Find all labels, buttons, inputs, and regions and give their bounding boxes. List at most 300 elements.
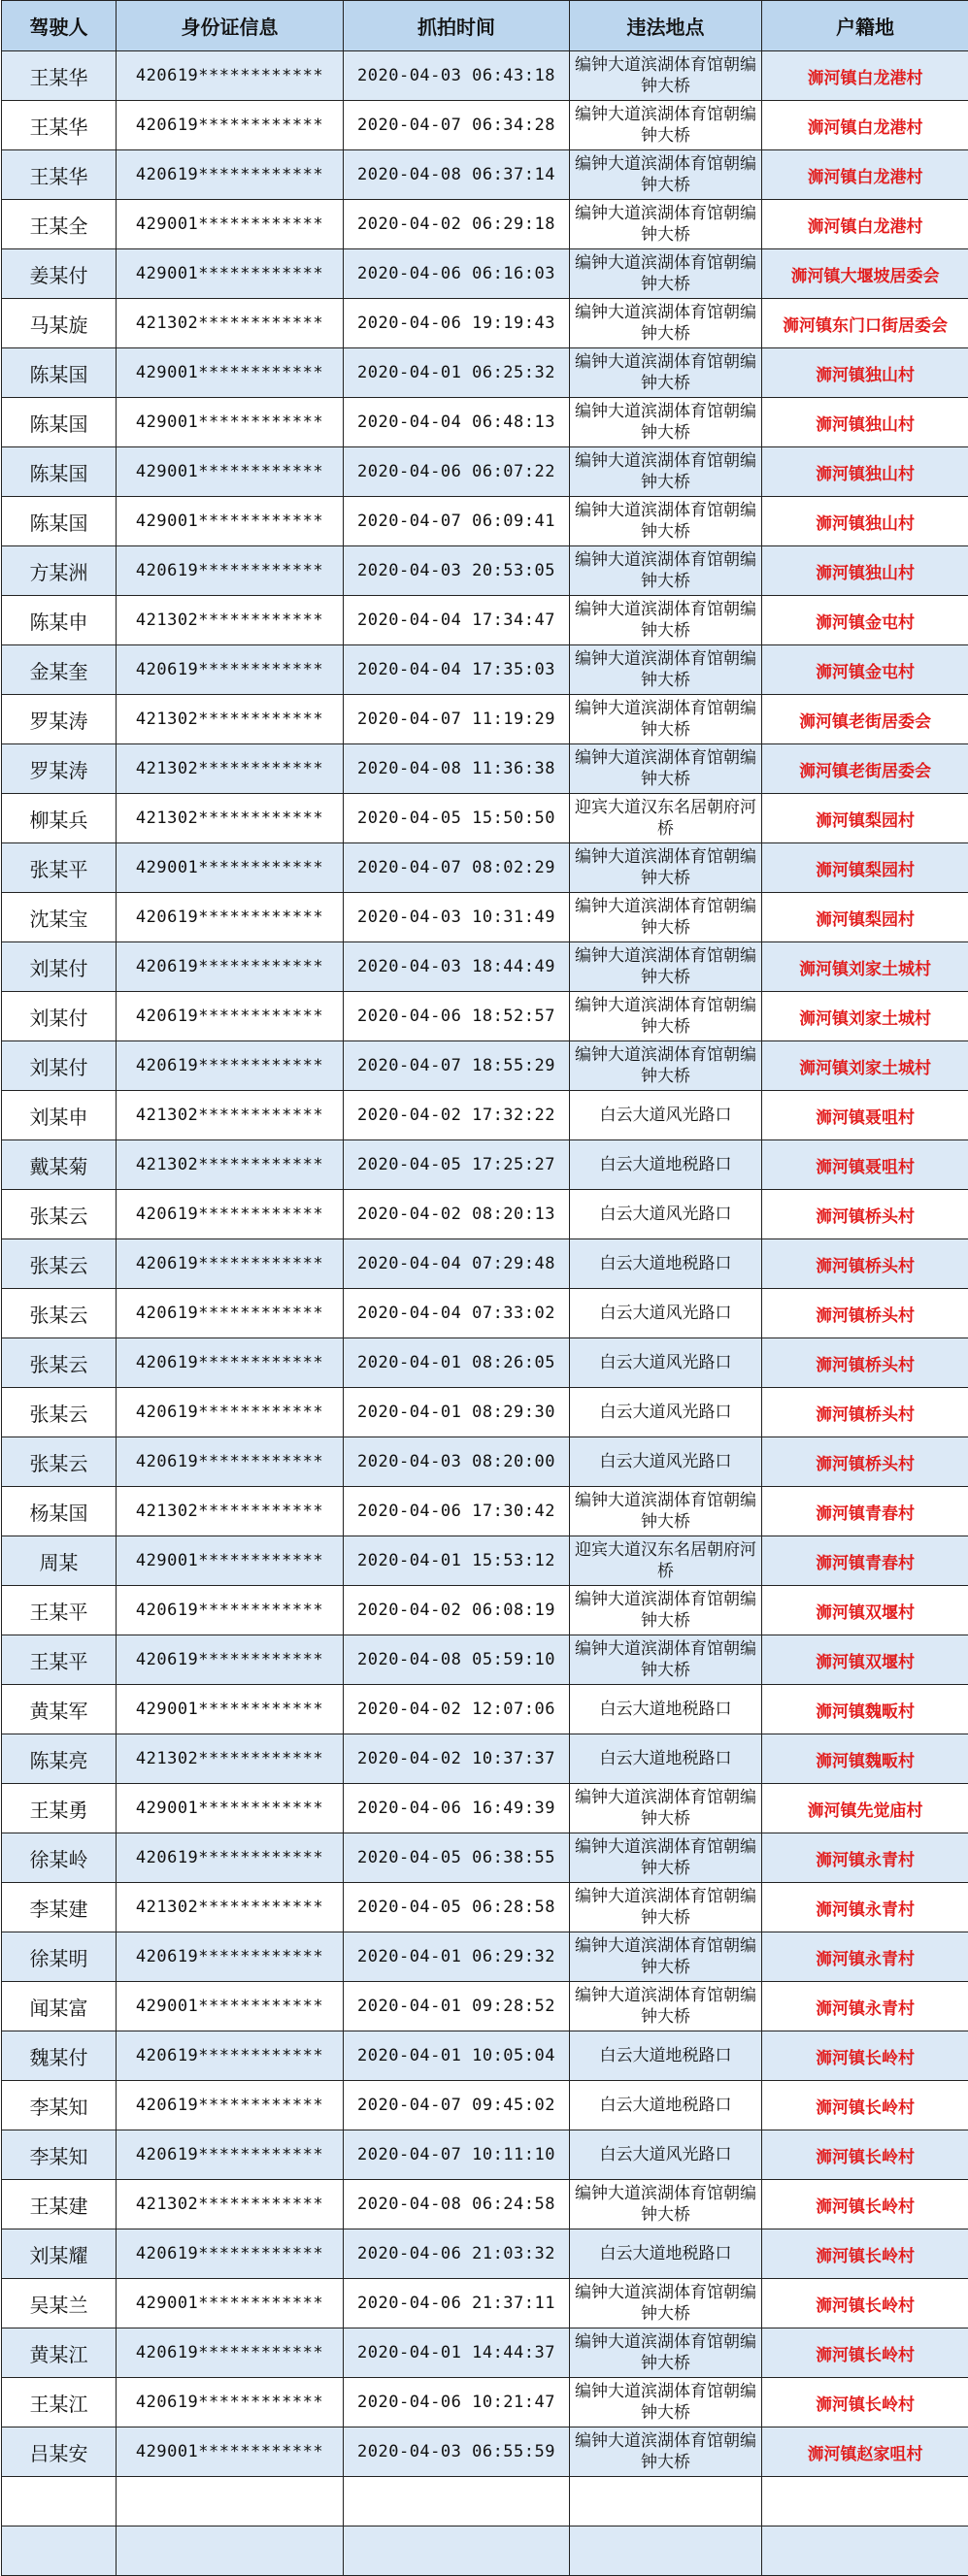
id-cell: 420619************ xyxy=(117,1239,344,1289)
place-cell: 编钟大道滨湖体育馆朝编钟大桥 xyxy=(570,942,762,992)
id-cell: 421302************ xyxy=(117,596,344,645)
id-cell: 421302************ xyxy=(117,794,344,843)
home-cell: 浉河镇白龙港村 xyxy=(762,51,968,101)
id-cell: 421302************ xyxy=(117,744,344,794)
table-row xyxy=(2,2130,968,2180)
driver-cell: 闻某富 xyxy=(2,1982,117,2031)
id-cell: 420619************ xyxy=(117,645,344,695)
id-cell: 420619************ xyxy=(117,2378,344,2427)
table-row xyxy=(2,299,968,348)
time-cell: 2020-04-02 17:32:22 xyxy=(344,1091,570,1140)
driver-cell: 罗某涛 xyxy=(2,744,117,794)
table-row xyxy=(2,893,968,942)
driver-cell: 张某云 xyxy=(2,1289,117,1338)
table-row xyxy=(2,1883,968,1932)
table-row xyxy=(2,1685,968,1734)
time-cell: 2020-04-04 06:48:13 xyxy=(344,398,570,447)
table-row xyxy=(2,2180,968,2229)
violation-table xyxy=(1,0,968,2576)
table-row xyxy=(2,942,968,992)
home-cell: 浉河镇刘家土城村 xyxy=(762,992,968,1041)
home-cell: 浉河镇刘家土城村 xyxy=(762,1041,968,1091)
home-cell: 浉河镇刘家土城村 xyxy=(762,942,968,992)
table-row xyxy=(2,1041,968,1091)
id-cell: 420619************ xyxy=(117,893,344,942)
table-row xyxy=(2,1586,968,1635)
home-cell: 浉河镇长岭村 xyxy=(762,2031,968,2081)
place-cell: 编钟大道滨湖体育馆朝编钟大桥 xyxy=(570,51,762,101)
time-cell: 2020-04-06 21:03:32 xyxy=(344,2229,570,2279)
id-cell: 429001************ xyxy=(117,447,344,497)
id-cell: 421302************ xyxy=(117,1487,344,1536)
driver-cell: 张某云 xyxy=(2,1190,117,1239)
driver-cell: 刘某付 xyxy=(2,942,117,992)
place-cell: 迎宾大道汉东名居朝府河桥 xyxy=(570,1536,762,1586)
table-body xyxy=(2,51,968,2576)
id-cell: 421302************ xyxy=(117,695,344,744)
place-cell: 白云大道地税路口 xyxy=(570,1239,762,1289)
id-cell: 429001************ xyxy=(117,348,344,398)
id-cell: 420619************ xyxy=(117,101,344,150)
time-cell: 2020-04-02 06:29:18 xyxy=(344,200,570,249)
driver-cell: 柳某兵 xyxy=(2,794,117,843)
home-cell: 浉河镇桥头村 xyxy=(762,1239,968,1289)
place-cell: 编钟大道滨湖体育馆朝编钟大桥 xyxy=(570,348,762,398)
time-cell: 2020-04-01 06:25:32 xyxy=(344,348,570,398)
table-row xyxy=(2,51,968,101)
time-cell: 2020-04-06 18:52:57 xyxy=(344,992,570,1041)
time-cell: 2020-04-07 18:55:29 xyxy=(344,1041,570,1091)
empty-cell xyxy=(117,2477,344,2526)
driver-cell: 王某华 xyxy=(2,150,117,200)
empty-cell xyxy=(344,2526,570,2576)
id-cell: 420619************ xyxy=(117,2328,344,2378)
time-cell: 2020-04-01 08:29:30 xyxy=(344,1388,570,1437)
time-cell: 2020-04-05 17:25:27 xyxy=(344,1140,570,1190)
place-cell: 白云大道地税路口 xyxy=(570,1734,762,1784)
table-row xyxy=(2,992,968,1041)
time-cell: 2020-04-06 16:49:39 xyxy=(344,1784,570,1833)
time-cell: 2020-04-06 06:07:22 xyxy=(344,447,570,497)
id-cell: 420619************ xyxy=(117,1586,344,1635)
time-cell: 2020-04-05 06:28:58 xyxy=(344,1883,570,1932)
driver-cell: 马某旋 xyxy=(2,299,117,348)
time-cell: 2020-04-08 05:59:10 xyxy=(344,1635,570,1685)
place-cell: 白云大道地税路口 xyxy=(570,1140,762,1190)
table-row xyxy=(2,249,968,299)
place-cell: 编钟大道滨湖体育馆朝编钟大桥 xyxy=(570,596,762,645)
home-cell: 浉河镇永青村 xyxy=(762,1883,968,1932)
table-row xyxy=(2,150,968,200)
home-cell: 浉河镇长岭村 xyxy=(762,2328,968,2378)
table-row xyxy=(2,2378,968,2427)
id-cell: 420619************ xyxy=(117,1289,344,1338)
time-cell: 2020-04-03 08:20:00 xyxy=(344,1437,570,1487)
empty-cell xyxy=(762,2526,968,2576)
driver-cell: 罗某涛 xyxy=(2,695,117,744)
id-cell: 420619************ xyxy=(117,2081,344,2130)
place-cell: 白云大道地税路口 xyxy=(570,2081,762,2130)
table-row xyxy=(2,1734,968,1784)
header-home: 户籍地 xyxy=(762,1,968,51)
home-cell: 浉河镇永青村 xyxy=(762,1932,968,1982)
header-driver: 驾驶人 xyxy=(2,1,117,51)
id-cell: 420619************ xyxy=(117,1041,344,1091)
table-row xyxy=(2,398,968,447)
place-cell: 编钟大道滨湖体育馆朝编钟大桥 xyxy=(570,101,762,150)
id-cell: 420619************ xyxy=(117,992,344,1041)
time-cell: 2020-04-02 08:20:13 xyxy=(344,1190,570,1239)
home-cell: 浉河镇金屯村 xyxy=(762,645,968,695)
time-cell: 2020-04-07 10:11:10 xyxy=(344,2130,570,2180)
driver-cell: 陈某国 xyxy=(2,348,117,398)
home-cell: 浉河镇长岭村 xyxy=(762,2130,968,2180)
place-cell: 编钟大道滨湖体育馆朝编钟大桥 xyxy=(570,1635,762,1685)
time-cell: 2020-04-08 11:36:38 xyxy=(344,744,570,794)
time-cell: 2020-04-01 15:53:12 xyxy=(344,1536,570,1586)
home-cell: 浉河镇老街居委会 xyxy=(762,744,968,794)
table-row xyxy=(2,1635,968,1685)
table-row xyxy=(2,1932,968,1982)
place-cell: 编钟大道滨湖体育馆朝编钟大桥 xyxy=(570,497,762,546)
header-time: 抓拍时间 xyxy=(344,1,570,51)
driver-cell: 陈某国 xyxy=(2,447,117,497)
table-row xyxy=(2,794,968,843)
place-cell: 白云大道风光路口 xyxy=(570,1338,762,1388)
id-cell: 429001************ xyxy=(117,1982,344,2031)
place-cell: 编钟大道滨湖体育馆朝编钟大桥 xyxy=(570,2279,762,2328)
place-cell: 白云大道风光路口 xyxy=(570,1437,762,1487)
home-cell: 浉河镇长岭村 xyxy=(762,2180,968,2229)
home-cell: 浉河镇白龙港村 xyxy=(762,200,968,249)
table-row xyxy=(2,1091,968,1140)
id-cell: 429001************ xyxy=(117,843,344,893)
home-cell: 浉河镇青春村 xyxy=(762,1536,968,1586)
time-cell: 2020-04-03 20:53:05 xyxy=(344,546,570,596)
place-cell: 编钟大道滨湖体育馆朝编钟大桥 xyxy=(570,1932,762,1982)
home-cell: 浉河镇独山村 xyxy=(762,447,968,497)
empty-cell xyxy=(570,2526,762,2576)
driver-cell: 李某建 xyxy=(2,1883,117,1932)
place-cell: 白云大道风光路口 xyxy=(570,1388,762,1437)
driver-cell: 徐某岭 xyxy=(2,1833,117,1883)
home-cell: 浉河镇梨园村 xyxy=(762,893,968,942)
id-cell: 420619************ xyxy=(117,1437,344,1487)
empty-cell xyxy=(344,2477,570,2526)
place-cell: 编钟大道滨湖体育馆朝编钟大桥 xyxy=(570,2378,762,2427)
place-cell: 编钟大道滨湖体育馆朝编钟大桥 xyxy=(570,1586,762,1635)
table-row xyxy=(2,1487,968,1536)
driver-cell: 杨某国 xyxy=(2,1487,117,1536)
header-place: 违法地点 xyxy=(570,1,762,51)
id-cell: 420619************ xyxy=(117,1338,344,1388)
table-row xyxy=(2,1388,968,1437)
time-cell: 2020-04-06 17:30:42 xyxy=(344,1487,570,1536)
time-cell: 2020-04-02 10:37:37 xyxy=(344,1734,570,1784)
id-cell: 420619************ xyxy=(117,1190,344,1239)
place-cell: 编钟大道滨湖体育馆朝编钟大桥 xyxy=(570,398,762,447)
home-cell: 浉河镇聂咀村 xyxy=(762,1091,968,1140)
home-cell: 浉河镇金屯村 xyxy=(762,596,968,645)
home-cell: 浉河镇梨园村 xyxy=(762,794,968,843)
table-row xyxy=(2,1536,968,1586)
home-cell: 浉河镇老街居委会 xyxy=(762,695,968,744)
home-cell: 浉河镇双堰村 xyxy=(762,1635,968,1685)
time-cell: 2020-04-07 06:09:41 xyxy=(344,497,570,546)
place-cell: 编钟大道滨湖体育馆朝编钟大桥 xyxy=(570,1982,762,2031)
place-cell: 编钟大道滨湖体育馆朝编钟大桥 xyxy=(570,249,762,299)
time-cell: 2020-04-08 06:24:58 xyxy=(344,2180,570,2229)
time-cell: 2020-04-03 18:44:49 xyxy=(344,942,570,992)
driver-cell: 刘某申 xyxy=(2,1091,117,1140)
home-cell: 浉河镇魏畈村 xyxy=(762,1734,968,1784)
table-row xyxy=(2,1140,968,1190)
driver-cell: 李某知 xyxy=(2,2081,117,2130)
id-cell: 420619************ xyxy=(117,1388,344,1437)
driver-cell: 魏某付 xyxy=(2,2031,117,2081)
home-cell: 浉河镇青春村 xyxy=(762,1487,968,1536)
home-cell: 浉河镇聂咀村 xyxy=(762,1140,968,1190)
place-cell: 编钟大道滨湖体育馆朝编钟大桥 xyxy=(570,1784,762,1833)
home-cell: 浉河镇永青村 xyxy=(762,1833,968,1883)
empty-cell xyxy=(570,2477,762,2526)
driver-cell: 王某全 xyxy=(2,200,117,249)
table-row xyxy=(2,1437,968,1487)
driver-cell: 吴某兰 xyxy=(2,2279,117,2328)
id-cell: 420619************ xyxy=(117,942,344,992)
driver-cell: 张某云 xyxy=(2,1338,117,1388)
id-cell: 421302************ xyxy=(117,1883,344,1932)
driver-cell: 戴某菊 xyxy=(2,1140,117,1190)
id-cell: 420619************ xyxy=(117,51,344,101)
home-cell: 浉河镇长岭村 xyxy=(762,2229,968,2279)
table-header-row xyxy=(2,1,968,51)
place-cell: 白云大道风光路口 xyxy=(570,1289,762,1338)
place-cell: 编钟大道滨湖体育馆朝编钟大桥 xyxy=(570,546,762,596)
id-cell: 421302************ xyxy=(117,1140,344,1190)
driver-cell: 陈某国 xyxy=(2,497,117,546)
home-cell: 浉河镇魏畈村 xyxy=(762,1685,968,1734)
table-row xyxy=(2,2081,968,2130)
empty-cell xyxy=(762,2477,968,2526)
driver-cell: 姜某付 xyxy=(2,249,117,299)
table-row xyxy=(2,843,968,893)
id-cell: 429001************ xyxy=(117,1536,344,1586)
place-cell: 白云大道风光路口 xyxy=(570,2130,762,2180)
time-cell: 2020-04-04 07:29:48 xyxy=(344,1239,570,1289)
home-cell: 浉河镇独山村 xyxy=(762,398,968,447)
time-cell: 2020-04-03 10:31:49 xyxy=(344,893,570,942)
place-cell: 白云大道风光路口 xyxy=(570,1091,762,1140)
home-cell: 浉河镇白龙港村 xyxy=(762,101,968,150)
place-cell: 白云大道地税路口 xyxy=(570,2031,762,2081)
id-cell: 421302************ xyxy=(117,299,344,348)
driver-cell: 张某云 xyxy=(2,1388,117,1437)
place-cell: 白云大道地税路口 xyxy=(570,2229,762,2279)
home-cell: 浉河镇独山村 xyxy=(762,497,968,546)
time-cell: 2020-04-01 09:28:52 xyxy=(344,1982,570,2031)
table-row xyxy=(2,447,968,497)
time-cell: 2020-04-02 12:07:06 xyxy=(344,1685,570,1734)
home-cell: 浉河镇赵家咀村 xyxy=(762,2427,968,2477)
place-cell: 编钟大道滨湖体育馆朝编钟大桥 xyxy=(570,1041,762,1091)
time-cell: 2020-04-08 06:37:14 xyxy=(344,150,570,200)
time-cell: 2020-04-07 06:34:28 xyxy=(344,101,570,150)
id-cell: 429001************ xyxy=(117,2427,344,2477)
driver-cell: 金某奎 xyxy=(2,645,117,695)
driver-cell: 刘某付 xyxy=(2,992,117,1041)
home-cell: 浉河镇长岭村 xyxy=(762,2081,968,2130)
time-cell: 2020-04-06 10:21:47 xyxy=(344,2378,570,2427)
table-row xyxy=(2,744,968,794)
table-row xyxy=(2,497,968,546)
id-cell: 429001************ xyxy=(117,497,344,546)
place-cell: 编钟大道滨湖体育馆朝编钟大桥 xyxy=(570,645,762,695)
time-cell: 2020-04-04 17:34:47 xyxy=(344,596,570,645)
place-cell: 白云大道风光路口 xyxy=(570,1190,762,1239)
driver-cell: 张某云 xyxy=(2,1239,117,1289)
driver-cell: 陈某亮 xyxy=(2,1734,117,1784)
time-cell: 2020-04-06 21:37:11 xyxy=(344,2279,570,2328)
id-cell: 420619************ xyxy=(117,1833,344,1883)
time-cell: 2020-04-05 06:38:55 xyxy=(344,1833,570,1883)
table-row xyxy=(2,2279,968,2328)
driver-cell: 王某江 xyxy=(2,2378,117,2427)
table-row xyxy=(2,2031,968,2081)
table-row xyxy=(2,1784,968,1833)
table-row xyxy=(2,1338,968,1388)
place-cell: 编钟大道滨湖体育馆朝编钟大桥 xyxy=(570,2427,762,2477)
time-cell: 2020-04-01 14:44:37 xyxy=(344,2328,570,2378)
id-cell: 420619************ xyxy=(117,546,344,596)
id-cell: 429001************ xyxy=(117,1685,344,1734)
home-cell: 浉河镇梨园村 xyxy=(762,843,968,893)
place-cell: 编钟大道滨湖体育馆朝编钟大桥 xyxy=(570,744,762,794)
home-cell: 浉河镇长岭村 xyxy=(762,2279,968,2328)
driver-cell: 王某平 xyxy=(2,1635,117,1685)
driver-cell: 黄某江 xyxy=(2,2328,117,2378)
time-cell: 2020-04-01 08:26:05 xyxy=(344,1338,570,1388)
time-cell: 2020-04-07 09:45:02 xyxy=(344,2081,570,2130)
driver-cell: 王某华 xyxy=(2,101,117,150)
driver-cell: 张某平 xyxy=(2,843,117,893)
empty-cell xyxy=(2,2526,117,2576)
driver-cell: 徐某明 xyxy=(2,1932,117,1982)
place-cell: 编钟大道滨湖体育馆朝编钟大桥 xyxy=(570,2180,762,2229)
id-cell: 429001************ xyxy=(117,200,344,249)
id-cell: 420619************ xyxy=(117,2031,344,2081)
table-row xyxy=(2,2427,968,2477)
home-cell: 浉河镇白龙港村 xyxy=(762,150,968,200)
time-cell: 2020-04-03 06:43:18 xyxy=(344,51,570,101)
time-cell: 2020-04-07 11:19:29 xyxy=(344,695,570,744)
driver-cell: 李某知 xyxy=(2,2130,117,2180)
id-cell: 420619************ xyxy=(117,1635,344,1685)
place-cell: 编钟大道滨湖体育馆朝编钟大桥 xyxy=(570,1487,762,1536)
driver-cell: 王某华 xyxy=(2,51,117,101)
empty-cell xyxy=(117,2526,344,2576)
driver-cell: 王某勇 xyxy=(2,1784,117,1833)
home-cell: 浉河镇桥头村 xyxy=(762,1437,968,1487)
driver-cell: 陈某国 xyxy=(2,398,117,447)
home-cell: 浉河镇双堰村 xyxy=(762,1586,968,1635)
time-cell: 2020-04-05 15:50:50 xyxy=(344,794,570,843)
time-cell: 2020-04-07 08:02:29 xyxy=(344,843,570,893)
table-row xyxy=(2,348,968,398)
table-row xyxy=(2,1239,968,1289)
place-cell: 迎宾大道汉东名居朝府河桥 xyxy=(570,794,762,843)
home-cell: 浉河镇永青村 xyxy=(762,1982,968,2031)
place-cell: 白云大道地税路口 xyxy=(570,1685,762,1734)
place-cell: 编钟大道滨湖体育馆朝编钟大桥 xyxy=(570,893,762,942)
id-cell: 429001************ xyxy=(117,398,344,447)
time-cell: 2020-04-06 06:16:03 xyxy=(344,249,570,299)
id-cell: 429001************ xyxy=(117,2279,344,2328)
id-cell: 420619************ xyxy=(117,1932,344,1982)
id-cell: 429001************ xyxy=(117,249,344,299)
home-cell: 浉河镇独山村 xyxy=(762,546,968,596)
table-row xyxy=(2,546,968,596)
time-cell: 2020-04-06 19:19:43 xyxy=(344,299,570,348)
empty-row xyxy=(2,2526,968,2576)
id-cell: 420619************ xyxy=(117,2130,344,2180)
driver-cell: 陈某申 xyxy=(2,596,117,645)
home-cell: 浉河镇长岭村 xyxy=(762,2378,968,2427)
place-cell: 编钟大道滨湖体育馆朝编钟大桥 xyxy=(570,695,762,744)
table-row xyxy=(2,645,968,695)
home-cell: 浉河镇桥头村 xyxy=(762,1338,968,1388)
driver-cell: 吕某安 xyxy=(2,2427,117,2477)
time-cell: 2020-04-01 06:29:32 xyxy=(344,1932,570,1982)
home-cell: 浉河镇大堰坡居委会 xyxy=(762,249,968,299)
empty-row xyxy=(2,2477,968,2526)
place-cell: 编钟大道滨湖体育馆朝编钟大桥 xyxy=(570,843,762,893)
place-cell: 编钟大道滨湖体育馆朝编钟大桥 xyxy=(570,447,762,497)
time-cell: 2020-04-04 07:33:02 xyxy=(344,1289,570,1338)
time-cell: 2020-04-02 06:08:19 xyxy=(344,1586,570,1635)
place-cell: 编钟大道滨湖体育馆朝编钟大桥 xyxy=(570,299,762,348)
place-cell: 编钟大道滨湖体育馆朝编钟大桥 xyxy=(570,992,762,1041)
table-row xyxy=(2,1982,968,2031)
table-row xyxy=(2,695,968,744)
place-cell: 编钟大道滨湖体育馆朝编钟大桥 xyxy=(570,1833,762,1883)
empty-cell xyxy=(2,2477,117,2526)
driver-cell: 周某 xyxy=(2,1536,117,1586)
table-row xyxy=(2,1289,968,1338)
time-cell: 2020-04-03 06:55:59 xyxy=(344,2427,570,2477)
place-cell: 编钟大道滨湖体育馆朝编钟大桥 xyxy=(570,150,762,200)
id-cell: 421302************ xyxy=(117,2180,344,2229)
time-cell: 2020-04-04 17:35:03 xyxy=(344,645,570,695)
driver-cell: 刘某耀 xyxy=(2,2229,117,2279)
table-row xyxy=(2,596,968,645)
driver-cell: 张某云 xyxy=(2,1437,117,1487)
driver-cell: 方某洲 xyxy=(2,546,117,596)
driver-cell: 王某平 xyxy=(2,1586,117,1635)
id-cell: 420619************ xyxy=(117,150,344,200)
table-row xyxy=(2,2328,968,2378)
home-cell: 浉河镇独山村 xyxy=(762,348,968,398)
table-row xyxy=(2,1833,968,1883)
header-id: 身份证信息 xyxy=(117,1,344,51)
home-cell: 浉河镇东门口街居委会 xyxy=(762,299,968,348)
time-cell: 2020-04-01 10:05:04 xyxy=(344,2031,570,2081)
driver-cell: 沈某宝 xyxy=(2,893,117,942)
id-cell: 429001************ xyxy=(117,1784,344,1833)
driver-cell: 王某建 xyxy=(2,2180,117,2229)
place-cell: 编钟大道滨湖体育馆朝编钟大桥 xyxy=(570,200,762,249)
home-cell: 浉河镇桥头村 xyxy=(762,1388,968,1437)
